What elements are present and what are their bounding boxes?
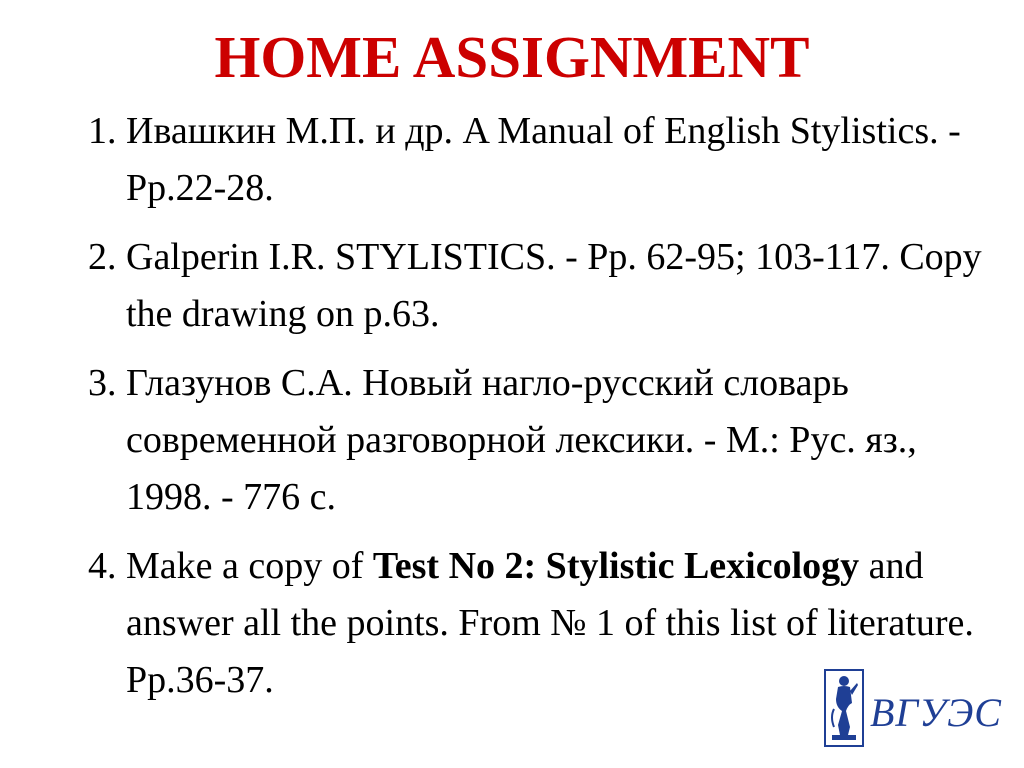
- item-number: 4.: [88, 545, 117, 587]
- list-item-2: [88, 229, 988, 343]
- item-number: 3.: [88, 362, 117, 404]
- logo-text: ВГУЭС: [870, 690, 1002, 735]
- slide-title: HOME ASSIGNMENT: [214, 24, 810, 90]
- item-text: Глазунов С.А. Новый нагло-русский словарь современной разговорной лексики. - М.: Рус. яз., 1998. - 776 с.: [126, 362, 917, 518]
- item-text-post: and answer all the points. From № 1 of this list of literature. Pp.36-37.: [126, 545, 974, 701]
- list-item-3: [88, 355, 988, 526]
- item-number: 1.: [88, 110, 117, 152]
- statue-emblem-icon: [824, 669, 864, 747]
- item-text: Ивашкин М.П. и др. A Manual of English Stylistics. - Pp.22-28.: [126, 110, 961, 209]
- item-text-pre: Make a copy of: [126, 545, 364, 587]
- item-text-bold: Test No 2: Stylistic Lexicology: [372, 545, 860, 587]
- item-number: 2.: [88, 236, 117, 278]
- item-text: Galperin I.R. STYLISTICS. - Pp. 62-95; 103-117. Copy the drawing on p.63.: [126, 236, 982, 335]
- list-item-1: [88, 103, 988, 217]
- assignment-list: [88, 103, 988, 721]
- university-logo: [824, 669, 1002, 749]
